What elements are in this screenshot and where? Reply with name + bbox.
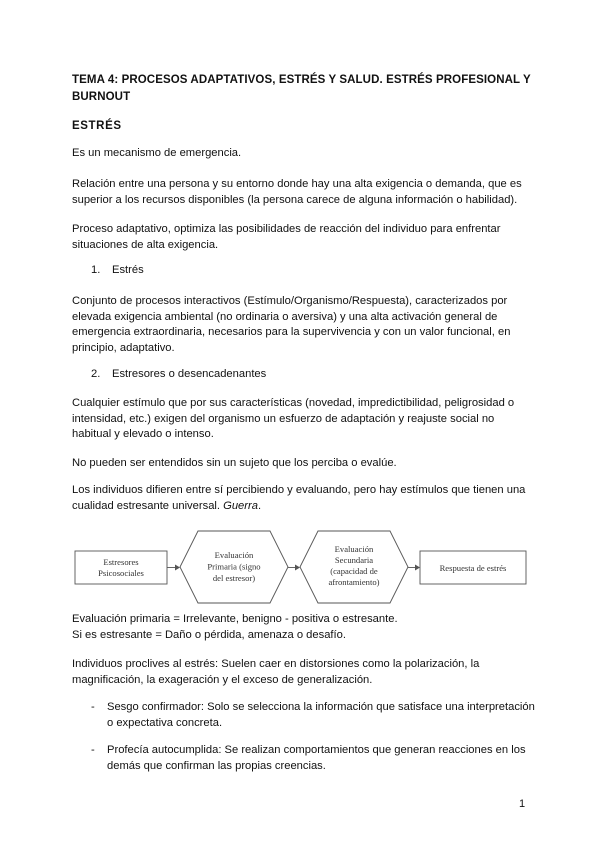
paragraph-7-end: . [257,499,262,512]
numbered-item-2-label: Estresores o desencadenantes [112,368,267,380]
diagram-arrow-1-head [175,565,180,571]
numbered-item-2-number: 2. [91,368,101,380]
diagram-box-stressors-line-2: Psicosociales [98,568,144,578]
diagram-hexagon-primary-line-1: Evaluación [214,550,254,560]
paragraph-7-text: Los individuos difieren entre sí percibiendo y evaluando, pero hay estímulos que tienen una cualidad estresante universal. [72,484,526,512]
paragraph-5: Cualquier estímulo que por sus características (novedad, impredictibilidad, peligrosidad o intensidad, etc.) exigen del organismo un esfuerzo de adaptación y reajuste social no habitual y elevado o intenso. [72,397,515,440]
diagram-hexagon-primary-line-2: Primaria (signo [207,561,261,572]
paragraph-8-line-2: Si es estresante = Daño o pérdida, amenaza o desafío. [72,628,346,641]
section-heading: ESTRÉS [72,120,122,132]
paragraph-7 [72,483,534,514]
document-title: TEMA 4: PROCESOS ADAPTATIVOS, ESTRÉS Y SALUD. ESTRÉS PROFESIONAL Y BURNOUT [72,74,531,103]
paragraph-2: Relación entre una persona y su entorno donde hay una alta exigencia o demanda, que es superior a los recursos disponibles (la persona carece de alguna información o habilidad). [72,178,522,206]
paragraph-4: Conjunto de procesos interactivos (Estímulo/Organismo/Respuesta), caracterizados por elevada exigencia ambiental (no ordinaria o aversiva) y una alta activación general de emergencia extraordinaria, necesarios para la supervivencia y con un valor funcional, en principio, adaptativo. [72,295,511,354]
numbered-item-2 [91,368,266,380]
page-number: 1 [519,798,526,810]
numbered-item-1-number: 1. [91,264,101,276]
bullet-item-2-text: Profecía autocumplida: Se realizan comportamientos que generan reacciones en los demás que confirman las propias creencias. [107,744,526,772]
bullet-item-1-text: Sesgo confirmador: Solo se selecciona la información que satisface una interpretación o expectativa concreta. [107,701,535,729]
diagram-box-stressors-line-1: Estresores [103,557,139,567]
paragraph-8 [72,612,534,643]
paragraph-9: Individuos proclives al estrés: Suelen caer en distorsiones como la polarización, la magnificación, la exageración y el exceso de generalización. [72,658,480,686]
diagram-hexagon-secondary-line-3: (capacidad de [330,566,378,576]
paragraph-6: No pueden ser entendidos sin un sujeto que los perciba o evalúe. [72,457,397,469]
stress-process-diagram [74,530,529,604]
paragraph-3: Proceso adaptativo, optimiza las posibilidades de reacción del individuo para enfrentar situaciones de alta exigencia. [72,223,501,251]
paragraph-8-line-1: Evaluación primaria = Irrelevante, benigno - positiva o estresante. [72,613,398,625]
paragraph-7-italic: Guerra [223,499,258,512]
bullet-item-1-dash: - [91,701,95,713]
numbered-item-1-label: Estrés [112,264,144,276]
diagram-arrow-2-head [295,565,300,571]
diagram-box-response-line-1: Respuesta de estrés [439,563,507,573]
diagram-hexagon-secondary-line-1: Evaluación [334,544,374,554]
bullet-item-2-dash: - [91,744,95,756]
diagram-hexagon-primary-line-3: del estresor) [212,573,256,583]
paragraph-1: Es un mecanismo de emergencia. [72,147,242,159]
diagram-hexagon-secondary-line-4: afrontamiento) [328,577,380,587]
numbered-item-1 [91,264,144,276]
diagram-hexagon-secondary-line-2: Secundaria [334,555,374,565]
diagram-arrow-3-head [415,565,420,571]
